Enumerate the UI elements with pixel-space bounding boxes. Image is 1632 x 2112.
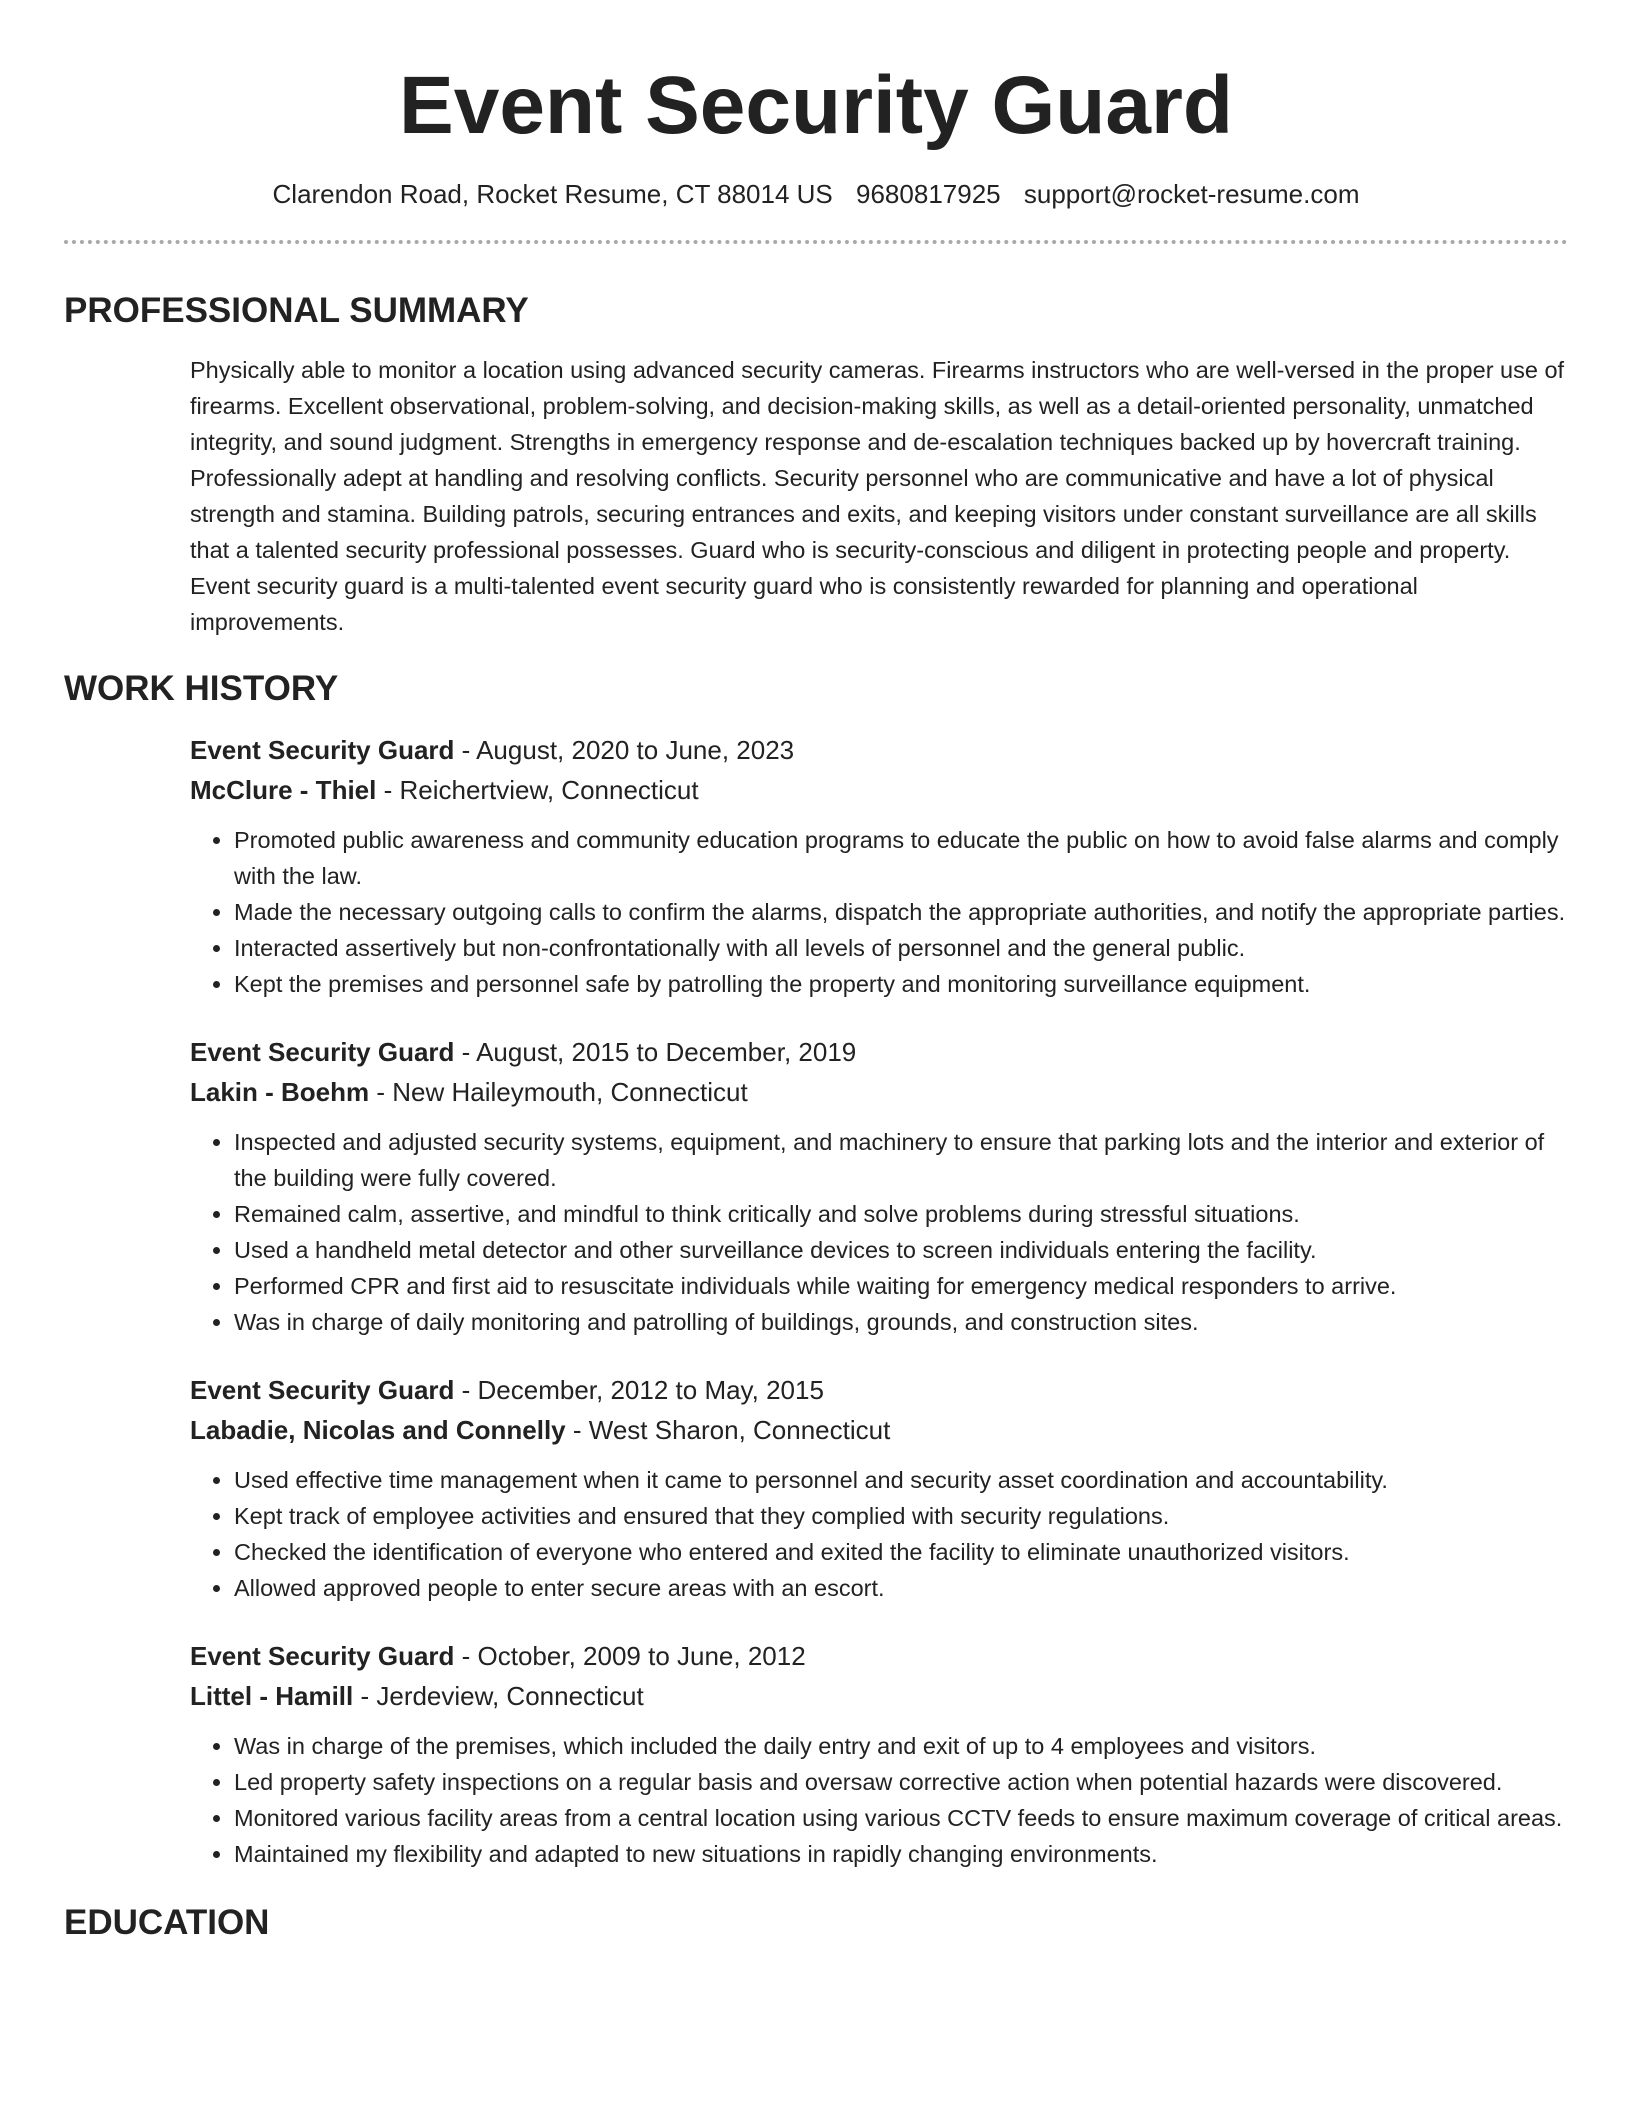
job-bullet: • Kept track of employee activities and ensured that they complied with security regulations. [234, 1498, 1568, 1534]
job-company: Labadie, Nicolas and Connelly [190, 1415, 566, 1445]
job-bullet: • Maintained my flexibility and adapted to new situations in rapidly changing environments. [234, 1836, 1568, 1872]
resume-page [64, 0, 1568, 1944]
job-role-line [190, 1032, 1568, 1072]
job-company-line [190, 1072, 1568, 1112]
job-bullet: • Was in charge of daily monitoring and patrolling of buildings, grounds, and construction sites. [234, 1304, 1568, 1340]
job-role: Event Security Guard [190, 1375, 455, 1405]
job-bullet: • Interacted assertively but non-confrontationally with all levels of personnel and the general public. [234, 930, 1568, 966]
job-role-line [190, 1636, 1568, 1676]
job-company-line [190, 770, 1568, 810]
job-bullet: • Used a handheld metal detector and other surveillance devices to screen individuals entering the facility. [234, 1232, 1568, 1268]
summary-heading: PROFESSIONAL SUMMARY [64, 291, 529, 330]
summary-text: Physically able to monitor a location using advanced security cameras. Firearms instructors who are well-versed in the proper use of firearms. Excellent observational, problem-solving, and decision-making skills, as well as a detail-oriented personality, unmatched integrity, and sound judgment. Strengths in emergency response and de-escalation techniques backed up by hovercraft training. Professionally adept at handling and resolving conflicts. Security personnel who are communicative and have a lot of physical strength and stamina. Building patrols, securing entrances and exits, and keeping visitors under constant surveillance are all skills that a talented security professional possesses. Guard who is security-conscious and diligent in protecting people and property. Event security guard is a multi-talented event security guard who is consistently rewarded for planning and operational improvements. [190, 357, 1565, 635]
education-heading: EDUCATION [64, 1903, 270, 1942]
header-divider [64, 240, 1568, 244]
job-bullet: • Led property safety inspections on a regular basis and oversaw corrective action when potential hazards were discovered. [234, 1764, 1568, 1800]
contact-line [64, 178, 1568, 210]
contact-email: support@rocket-resume.com [1023, 179, 1360, 209]
resume-name: Event Security Guard [399, 60, 1233, 151]
job-bullets [190, 1124, 1568, 1340]
job-bullets [190, 1728, 1568, 1872]
job-company-line [190, 1410, 1568, 1450]
job-entry [190, 1370, 1568, 1606]
job-bullet: • Used effective time management when it came to personnel and security asset coordination and accountability. [234, 1462, 1568, 1498]
job-entry [190, 1032, 1568, 1340]
job-role: Event Security Guard [190, 1641, 455, 1671]
job-dates: - August, 2015 to December, 2019 [454, 1037, 857, 1067]
job-company: McClure - Thiel [190, 775, 377, 805]
job-location: - Jerdeview, Connecticut [353, 1681, 644, 1711]
job-role: Event Security Guard [190, 1037, 455, 1067]
job-bullet: • Made the necessary outgoing calls to confirm the alarms, dispatch the appropriate authorities, and notify the appropriate parties. [234, 894, 1568, 930]
job-bullet: • Remained calm, assertive, and mindful to think critically and solve problems during stressful situations. [234, 1196, 1568, 1232]
job-role-line [190, 730, 1568, 770]
job-bullet: • Promoted public awareness and community education programs to educate the public on how to avoid false alarms and comply with the law. [234, 822, 1568, 894]
job-bullet: • Checked the identification of everyone who entered and exited the facility to eliminate unauthorized visitors. [234, 1534, 1568, 1570]
job-bullet: • Allowed approved people to enter secure areas with an escort. [234, 1570, 1568, 1606]
job-bullet: • Was in charge of the premises, which included the daily entry and exit of up to 4 employees and visitors. [234, 1728, 1568, 1764]
job-company-line [190, 1676, 1568, 1716]
contact-phone: 9680817925 [856, 179, 1001, 209]
job-entry [190, 1636, 1568, 1872]
job-bullets [190, 822, 1568, 1002]
job-company: Littel - Hamill [190, 1681, 354, 1711]
job-location: - West Sharon, Connecticut [565, 1415, 891, 1445]
job-dates: - October, 2009 to June, 2012 [454, 1641, 806, 1671]
job-bullet: • Performed CPR and first aid to resuscitate individuals while waiting for emergency medical responders to arrive. [234, 1268, 1568, 1304]
job-dates: - August, 2020 to June, 2023 [454, 735, 795, 765]
job-role-line [190, 1370, 1568, 1410]
job-bullet: • Monitored various facility areas from a central location using various CCTV feeds to ensure maximum coverage of critical areas. [234, 1800, 1568, 1836]
job-location: - Reichertview, Connecticut [376, 775, 699, 805]
job-bullet: • Inspected and adjusted security systems, equipment, and machinery to ensure that parking lots and the interior and exterior of the building were fully covered. [234, 1124, 1568, 1196]
job-location: - New Haileymouth, Connecticut [369, 1077, 748, 1107]
job-company: Lakin - Boehm [190, 1077, 370, 1107]
job-role: Event Security Guard [190, 735, 455, 765]
job-dates: - December, 2012 to May, 2015 [454, 1375, 824, 1405]
contact-address: Clarendon Road, Rocket Resume, CT 88014 US [272, 179, 833, 209]
job-bullet: • Kept the premises and personnel safe by patrolling the property and monitoring surveillance equipment. [234, 966, 1568, 1002]
job-bullets [190, 1462, 1568, 1606]
job-entry [190, 730, 1568, 1002]
work-history-heading: WORK HISTORY [64, 669, 339, 708]
